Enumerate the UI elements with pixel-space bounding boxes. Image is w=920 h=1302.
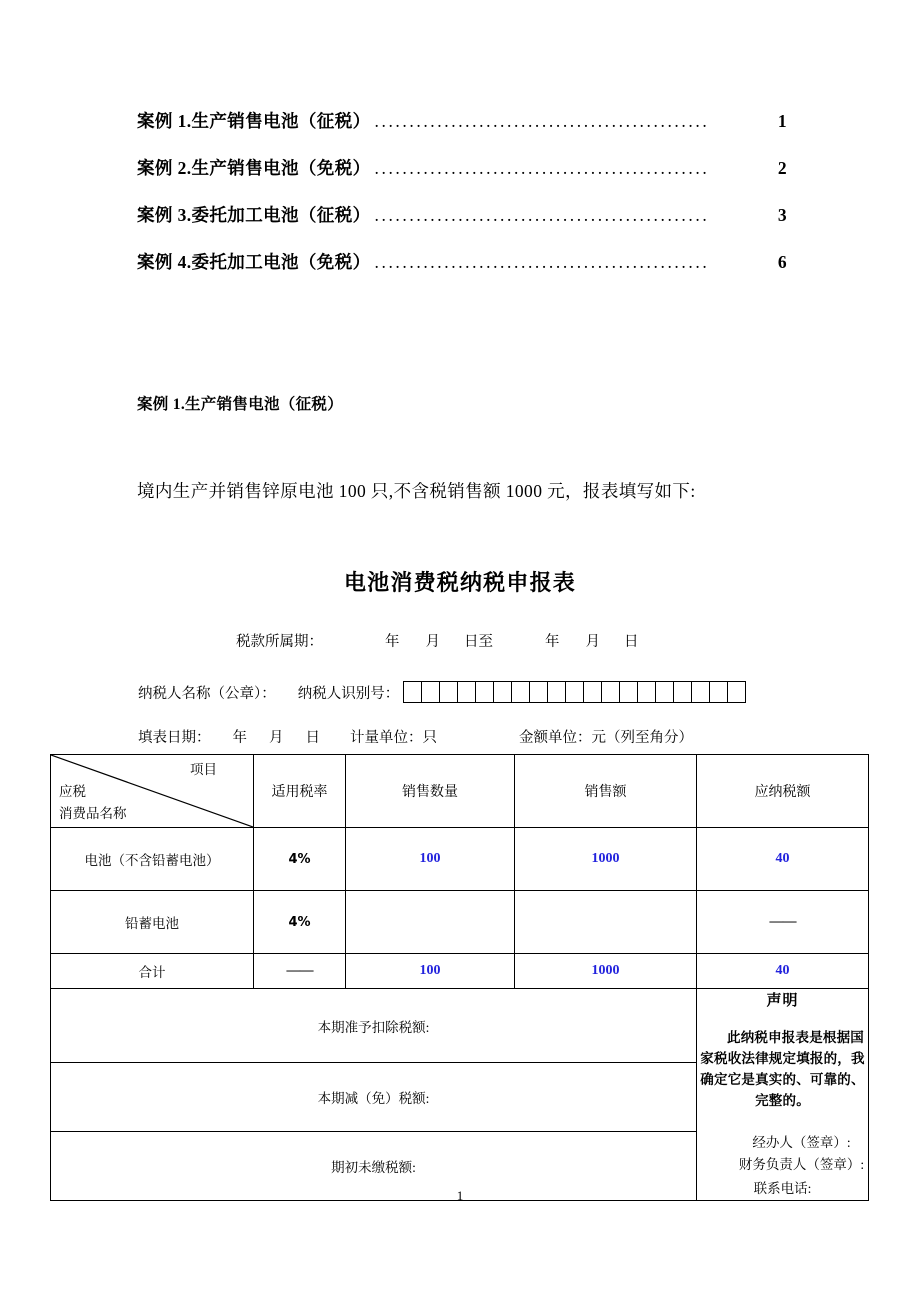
total-label: 合计 — [51, 954, 254, 989]
header-taxable-label: 应税 — [59, 784, 86, 799]
fill-date-label: 填表日期： — [138, 730, 211, 746]
period-year-start[interactable]: 年 — [385, 634, 400, 650]
deductible-tax-field[interactable]: 本期准予扣除税额: — [51, 989, 697, 1063]
row-tax-rate: 4% — [254, 891, 346, 954]
amount-unit-label: 金额单位：元（列至角分） — [519, 730, 693, 746]
taxpayer-id-cell[interactable] — [530, 682, 548, 702]
period-month-start[interactable]: 月 — [425, 634, 440, 650]
row-product-name: 电池（不含铅蓄电池） — [51, 828, 254, 891]
form-title: 电池消费税纳税申报表 — [343, 571, 576, 596]
taxpayer-id-cell[interactable] — [440, 682, 458, 702]
table-bottom-row — [51, 989, 869, 1063]
table-of-contents — [137, 108, 787, 296]
total-payable-tax[interactable]: 40 — [697, 954, 869, 989]
toc-entry-label: 案例 3.委托加工电池（征税） — [137, 205, 371, 225]
finance-officer-signature-field[interactable]: 财务负责人（签章）: — [738, 1157, 865, 1172]
quantity-unit-label: 计量单位：只 — [350, 730, 437, 746]
taxpayer-id-cell[interactable] — [728, 682, 746, 702]
row-sales-amount[interactable] — [515, 891, 697, 954]
page-number: 1 — [456, 1188, 464, 1203]
tax-period-label: 税款所属期： — [236, 634, 323, 650]
row-product-name: 铅蓄电池 — [51, 891, 254, 954]
declaration-text: 此纳税申报表是根据国家税收法律规定填报的，我确定它是真实的、可靠的、完整的。 — [700, 1030, 865, 1109]
taxpayer-name-label: 纳税人名称（公章）： — [138, 685, 276, 702]
taxpayer-id-cell[interactable] — [404, 682, 422, 702]
column-header-quantity: 销售数量 — [346, 755, 515, 828]
declaration-cell — [697, 989, 869, 1201]
taxpayer-id-cell[interactable] — [638, 682, 656, 702]
taxpayer-id-cell[interactable] — [512, 682, 530, 702]
period-day-end[interactable]: 日 — [624, 634, 639, 650]
taxpayer-id-cell[interactable] — [674, 682, 692, 702]
taxpayer-id-input[interactable] — [403, 681, 746, 703]
column-header-tax: 应纳税额 — [697, 755, 869, 828]
taxpayer-id-cell[interactable] — [422, 682, 440, 702]
table-row — [51, 828, 869, 891]
handler-signature-field[interactable]: 经办人（签章）: — [752, 1135, 851, 1150]
row-payable-tax[interactable]: —— — [697, 891, 869, 954]
table-header-row — [51, 755, 869, 828]
taxpayer-id-cell[interactable] — [656, 682, 674, 702]
tax-period-row — [236, 630, 639, 651]
row-tax-rate: 4% — [254, 828, 346, 891]
taxpayer-row — [138, 681, 746, 703]
opening-unpaid-tax-field[interactable]: 期初未缴税额: — [51, 1132, 697, 1201]
form-meta-row — [138, 726, 693, 747]
table-row — [51, 891, 869, 954]
taxpayer-id-cell[interactable] — [476, 682, 494, 702]
taxpayer-id-cell[interactable] — [620, 682, 638, 702]
taxpayer-id-label: 纳税人识别号： — [297, 685, 400, 702]
column-header-sales: 销售额 — [515, 755, 697, 828]
total-sales-amount[interactable]: 1000 — [515, 954, 697, 989]
period-month-end[interactable]: 月 — [585, 634, 600, 650]
fill-date-year[interactable]: 年 — [232, 730, 247, 746]
period-day-start[interactable]: 日至 — [464, 634, 493, 650]
taxpayer-id-cell[interactable] — [458, 682, 476, 702]
row-sales-quantity[interactable]: 100 — [346, 828, 515, 891]
taxpayer-id-cell[interactable] — [566, 682, 584, 702]
toc-entry-page: 2 — [777, 158, 787, 178]
toc-entry-page: 3 — [777, 205, 787, 225]
toc-entry[interactable] — [137, 202, 787, 249]
toc-dot-leader: ................................................ — [374, 252, 710, 272]
toc-entry-label: 案例 4.委托加工电池（免税） — [137, 252, 371, 272]
declaration-title: 声明 — [766, 991, 799, 1009]
total-sales-quantity[interactable]: 100 — [346, 954, 515, 989]
toc-dot-leader: ................................................ — [374, 205, 710, 225]
case-heading: 案例 1.生产销售电池（征税） — [137, 396, 344, 413]
toc-entry-label: 案例 1.生产销售电池（征税） — [137, 111, 371, 131]
taxpayer-id-cell[interactable] — [584, 682, 602, 702]
row-sales-quantity[interactable] — [346, 891, 515, 954]
toc-entry[interactable] — [137, 108, 787, 155]
toc-entry-page: 6 — [777, 252, 787, 272]
taxpayer-id-cell[interactable] — [494, 682, 512, 702]
fill-date-day[interactable]: 日 — [305, 730, 320, 746]
toc-entry-label: 案例 2.生产销售电池（免税） — [137, 158, 371, 178]
case-body-text: 境内生产并销售锌原电池 100 只,不含税销售额 1000 元，报表填写如下: — [137, 481, 696, 501]
taxpayer-id-cell[interactable] — [692, 682, 710, 702]
header-product-label: 消费品名称 — [59, 806, 127, 821]
toc-entry-page: 1 — [777, 111, 787, 131]
taxpayer-id-cell[interactable] — [548, 682, 566, 702]
period-year-end[interactable]: 年 — [545, 634, 560, 650]
taxpayer-id-cell[interactable] — [710, 682, 728, 702]
header-diagonal-cell — [51, 755, 254, 828]
row-sales-amount[interactable]: 1000 — [515, 828, 697, 891]
table-total-row — [51, 954, 869, 989]
toc-dot-leader: ................................................ — [374, 158, 710, 178]
taxpayer-id-cell[interactable] — [602, 682, 620, 702]
toc-entry[interactable] — [137, 249, 787, 296]
total-tax-rate: —— — [254, 954, 346, 989]
tax-declaration-table — [50, 754, 869, 1201]
reduction-tax-field[interactable]: 本期减（免）税额: — [51, 1063, 697, 1132]
fill-date-month[interactable]: 月 — [269, 730, 284, 746]
toc-dot-leader: ................................................ — [374, 111, 710, 131]
header-item-label: 项目 — [190, 762, 217, 777]
column-header-rate: 适用税率 — [254, 755, 346, 828]
row-payable-tax[interactable]: 40 — [697, 828, 869, 891]
contact-phone-field[interactable]: 联系电话: — [753, 1181, 812, 1196]
toc-entry[interactable] — [137, 155, 787, 202]
